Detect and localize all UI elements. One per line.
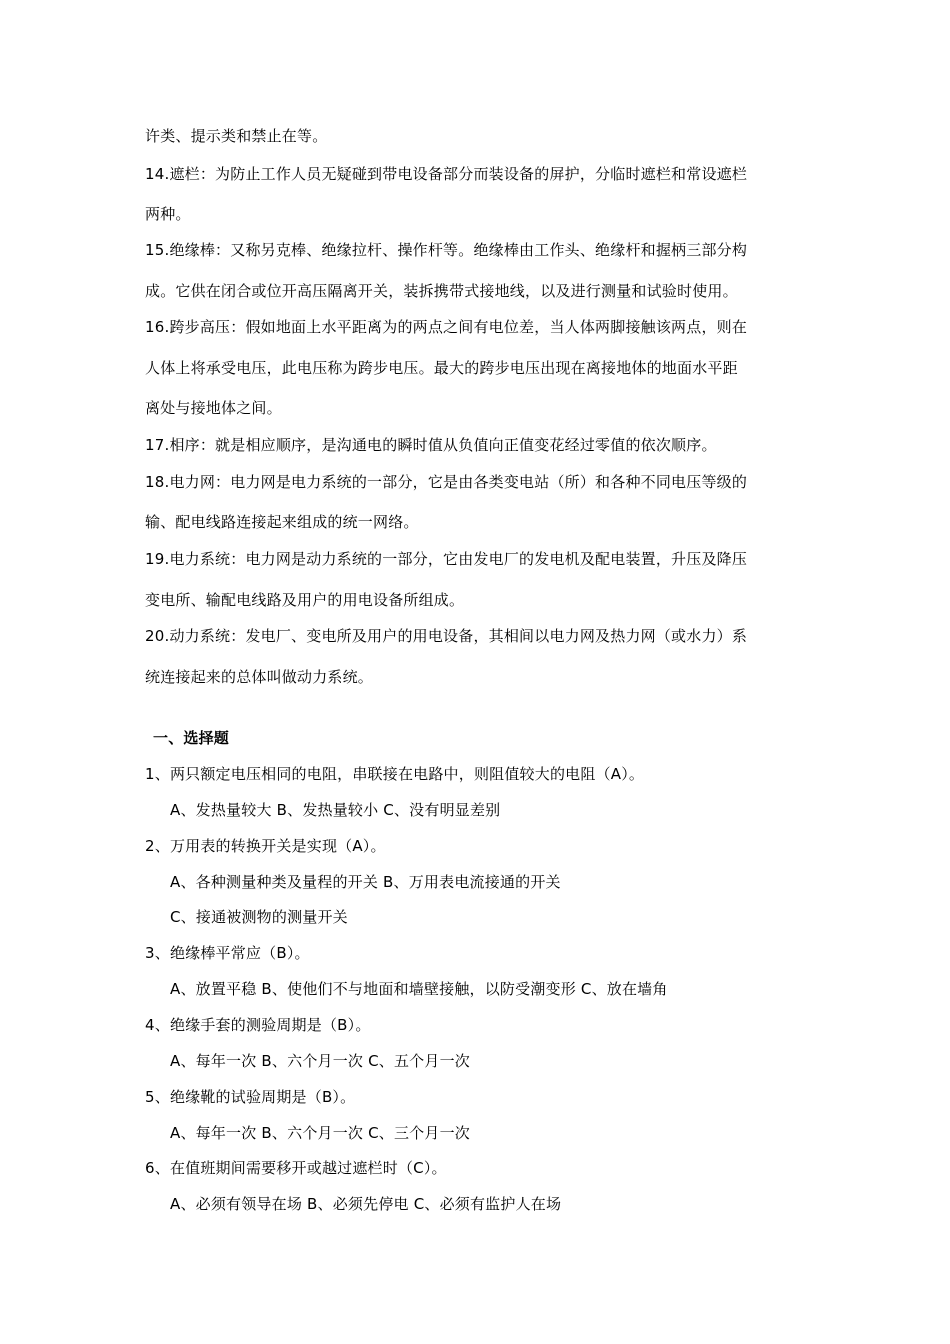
question-options: C、接通被测物的测量开关: [170, 908, 348, 926]
paragraph-line: 18.电力网：电力网是电力系统的一部分，它是由各类变电站（所）和各种不同电压等级的: [145, 473, 748, 491]
question-stem: 2、万用表的转换开关是实现（A）。: [145, 837, 386, 855]
question-stem: 1、两只额定电压相同的电阻，串联接在电路中，则阻值较大的电阻（A）。: [145, 765, 645, 783]
question-options: A、放置平稳 B、使他们不与地面和墙壁接触，以防受潮变形 C、放在墙角: [170, 980, 668, 998]
paragraph-line: 成。它供在闭合或位开高压隔离开关，装拆携带式接地线，以及进行测量和试验时使用。: [145, 282, 738, 300]
question-options: A、每年一次 B、六个月一次 C、五个月一次: [170, 1052, 470, 1070]
paragraph-line: 20.动力系统：发电厂、变电所及用户的用电设备，其相间以电力网及热力网（或水力）系: [145, 627, 748, 645]
paragraph-line: 统连接起来的总体叫做动力系统。: [145, 668, 374, 686]
paragraph-line: 变电所、输配电线路及用户的用电设备所组成。: [145, 591, 465, 609]
paragraph-line: 19.电力系统：电力网是动力系统的一部分，它由发电厂的发电机及配电装置，升压及降压: [145, 550, 748, 568]
paragraph-line: 人体上将承受电压，此电压称为跨步电压。最大的跨步电压出现在离接地体的地面水平距: [145, 359, 738, 377]
paragraph-line: 15.绝缘棒：又称另克棒、绝缘拉杆、操作杆等。绝缘棒由工作头、绝缘杆和握柄三部分构: [145, 241, 748, 259]
question-options: A、必须有领导在场 B、必须先停电 C、必须有监护人在场: [170, 1195, 562, 1213]
paragraph-line: 两种。: [145, 205, 191, 223]
paragraph-line: 17.相序：就是相应顺序，是沟通电的瞬时值从负值向正值变花经过零值的依次顺序。: [145, 436, 717, 454]
paragraph-line: 许类、提示类和禁止在等。: [145, 127, 328, 145]
question-stem: 4、绝缘手套的测验周期是（B）。: [145, 1016, 371, 1034]
section-heading: 一、选择题: [153, 729, 230, 747]
paragraph-line: 14.遮栏：为防止工作人员无疑碰到带电设备部分而装设备的屏护，分临时遮栏和常设遮栏: [145, 165, 748, 183]
paragraph-line: 离处与接地体之间。: [145, 399, 282, 417]
question-stem: 5、绝缘靴的试验周期是（B）。: [145, 1088, 356, 1106]
question-stem: 6、在值班期间需要移开或越过遮栏时（C）。: [145, 1159, 447, 1177]
question-options: A、每年一次 B、六个月一次 C、三个月一次: [170, 1124, 470, 1142]
question-stem: 3、绝缘棒平常应（B）。: [145, 944, 310, 962]
question-options: A、发热量较大 B、发热量较小 C、没有明显差别: [170, 801, 501, 819]
paragraph-line: 16.跨步高压：假如地面上水平距离为的两点之间有电位差，当人体两脚接触该两点，则在: [145, 318, 748, 336]
question-options: A、各种测量种类及量程的开关 B、万用表电流接通的开关: [170, 873, 561, 891]
paragraph-line: 输、配电线路连接起来组成的统一网络。: [145, 513, 419, 531]
